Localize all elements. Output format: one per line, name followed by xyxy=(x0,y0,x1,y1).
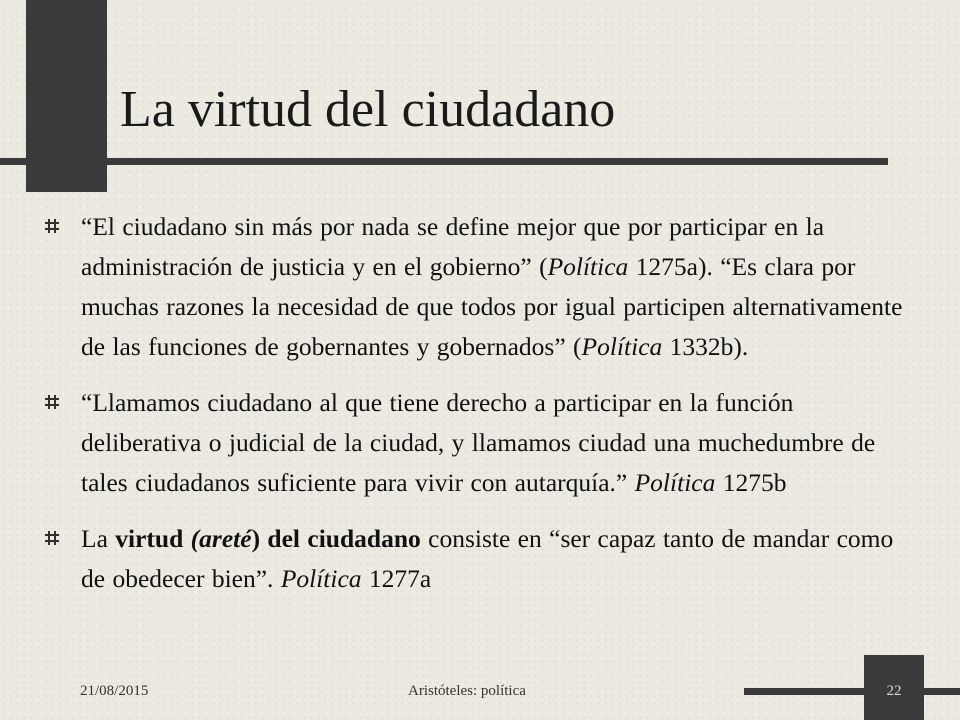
emphasis-bold-italic: (areté xyxy=(190,524,252,553)
text-run: La xyxy=(81,524,116,553)
footer-rule xyxy=(744,688,960,695)
text-run: 1275b xyxy=(715,468,787,497)
text-run: consiste en “ser capaz tanto de mandar como de obedecer bien”. xyxy=(81,524,894,593)
hash-bullet-icon xyxy=(45,219,59,233)
emphasis-bold: ) del ciudadano xyxy=(251,524,421,553)
text-run xyxy=(183,524,190,553)
citation-work: Política xyxy=(547,252,629,281)
citation-work: Política xyxy=(581,332,663,361)
bullet-text xyxy=(81,383,905,503)
text-run: “Llamamos ciudadano al que tiene derecho a participar en la función deliberativa o judicial de la ciudad, y llamamos ciudad una muchedumbre de tales ciudadanos suficiente para vivir con autarquía.” xyxy=(81,388,876,497)
citation-work: Política xyxy=(280,564,362,593)
text-run: 1277a xyxy=(361,564,432,593)
hash-bullet-icon xyxy=(45,531,59,545)
text-run: “El ciudadano sin más por nada se define mejor que por participar en la administración de justicia y en el gobierno” ( xyxy=(81,212,825,281)
bullet-item xyxy=(45,519,905,599)
citation-work: Política xyxy=(634,468,716,497)
footer-title: Aristóteles: política xyxy=(408,683,526,699)
emphasis-bold: virtud xyxy=(115,524,184,553)
bullet-item xyxy=(45,383,905,503)
bullet-text xyxy=(81,519,905,599)
bullet-item xyxy=(45,207,905,367)
bullet-text xyxy=(81,207,905,367)
text-run: 1275a). “Es clara por muchas razones la necesidad de que todos por igual participen alternativamente de las funciones de gobernantes y gobernados” ( xyxy=(81,252,903,361)
slide-title: La virtud del ciudadano xyxy=(120,81,616,138)
slide-body xyxy=(45,207,905,615)
page-number: 22 xyxy=(886,683,902,699)
title-underline-rule xyxy=(0,158,888,165)
hash-bullet-icon xyxy=(45,395,59,409)
text-run: 1332b). xyxy=(662,332,749,361)
footer-date: 21/08/2015 xyxy=(80,683,149,699)
